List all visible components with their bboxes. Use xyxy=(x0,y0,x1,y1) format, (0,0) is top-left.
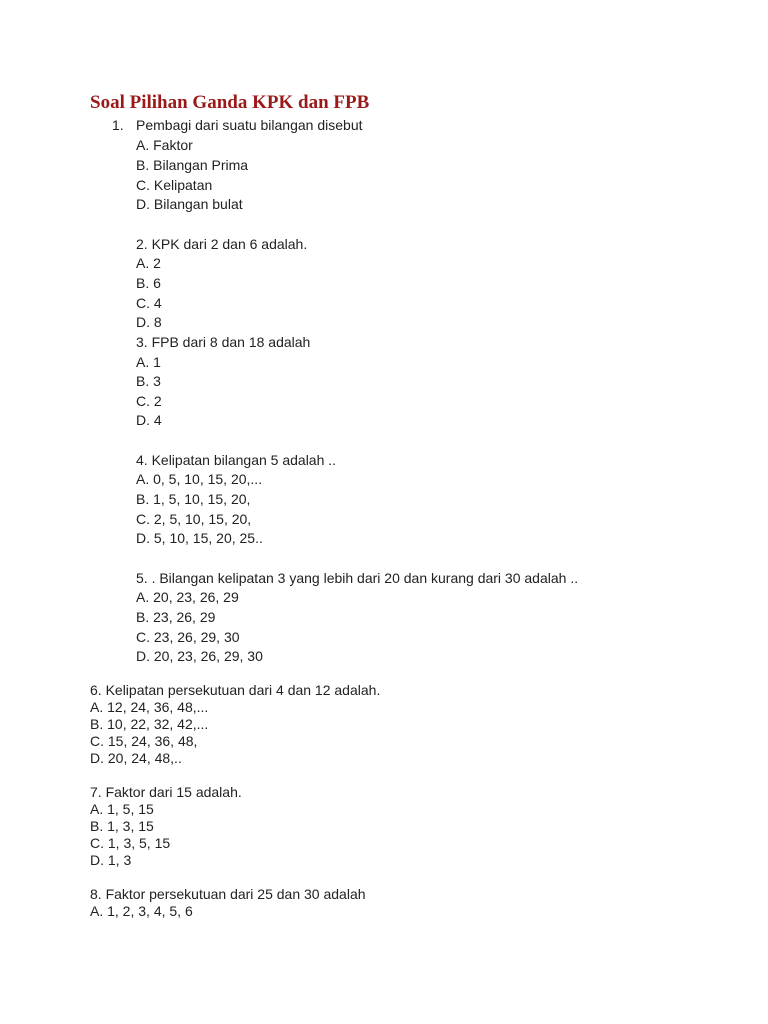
question-5-option-c: C. 23, 26, 29, 30 xyxy=(136,629,240,645)
question-4-option-b: B. 1, 5, 10, 15, 20, xyxy=(136,491,251,507)
question-1-option-b: B. Bilangan Prima xyxy=(136,157,249,173)
question-7-option-b: B. 1, 3, 15 xyxy=(90,818,154,834)
question-3-text: 3. FPB dari 8 dan 18 adalah xyxy=(136,334,311,350)
question-6-text: 6. Kelipatan persekutuan dari 4 dan 12 adalah. xyxy=(90,682,381,698)
question-4-option-c: C. 2, 5, 10, 15, 20, xyxy=(136,511,252,527)
question-1-option-a: A. Faktor xyxy=(136,137,193,153)
question-6-option-b: B. 10, 22, 32, 42,... xyxy=(90,716,209,732)
question-7-option-d: D. 1, 3 xyxy=(90,852,132,868)
question-5-text: 5. . Bilangan kelipatan 3 yang lebih dari 20 dan kurang dari 30 adalah .. xyxy=(136,570,579,586)
document-title: Soal Pilihan Ganda KPK dan FPB xyxy=(90,92,370,113)
question-2-option-d: D. 8 xyxy=(136,314,162,330)
question-4-text: 4. Kelipatan bilangan 5 adalah .. xyxy=(136,452,337,468)
question-3-option-d: D. 4 xyxy=(136,412,162,428)
question-1 xyxy=(112,117,363,134)
question-3-option-a: A. 1 xyxy=(136,354,161,370)
question-2-option-b: B. 6 xyxy=(136,275,161,291)
question-6-option-d: D. 20, 24, 48,.. xyxy=(90,750,182,766)
question-2-text: 2. KPK dari 2 dan 6 adalah. xyxy=(136,236,308,252)
question-1-number: 1. xyxy=(112,117,124,133)
question-7-option-a: A. 1, 5, 15 xyxy=(90,801,154,817)
question-7-text: 7. Faktor dari 15 adalah. xyxy=(90,784,242,800)
question-5-option-b: B. 23, 26, 29 xyxy=(136,609,216,625)
question-1-option-c: C. Kelipatan xyxy=(136,177,213,193)
question-6-option-c: C. 15, 24, 36, 48, xyxy=(90,733,198,749)
question-4-option-a: A. 0, 5, 10, 15, 20,... xyxy=(136,471,263,487)
question-8-option-a: A. 1, 2, 3, 4, 5, 6 xyxy=(90,903,193,919)
question-5-option-d: D. 20, 23, 26, 29, 30 xyxy=(136,648,263,664)
question-2-option-c: C. 4 xyxy=(136,295,162,311)
question-7-option-c: C. 1, 3, 5, 15 xyxy=(90,835,171,851)
question-2-option-a: A. 2 xyxy=(136,255,161,271)
question-3-option-c: C. 2 xyxy=(136,393,162,409)
question-3-option-b: B. 3 xyxy=(136,373,161,389)
question-4-option-d: D. 5, 10, 15, 20, 25.. xyxy=(136,530,263,546)
question-1-text: Pembagi dari suatu bilangan disebut xyxy=(136,117,363,133)
question-6-option-a: A. 12, 24, 36, 48,... xyxy=(90,699,209,715)
question-8-text: 8. Faktor persekutuan dari 25 dan 30 adalah xyxy=(90,886,366,902)
question-5-option-a: A. 20, 23, 26, 29 xyxy=(136,589,239,605)
question-1-option-d: D. Bilangan bulat xyxy=(136,196,243,212)
